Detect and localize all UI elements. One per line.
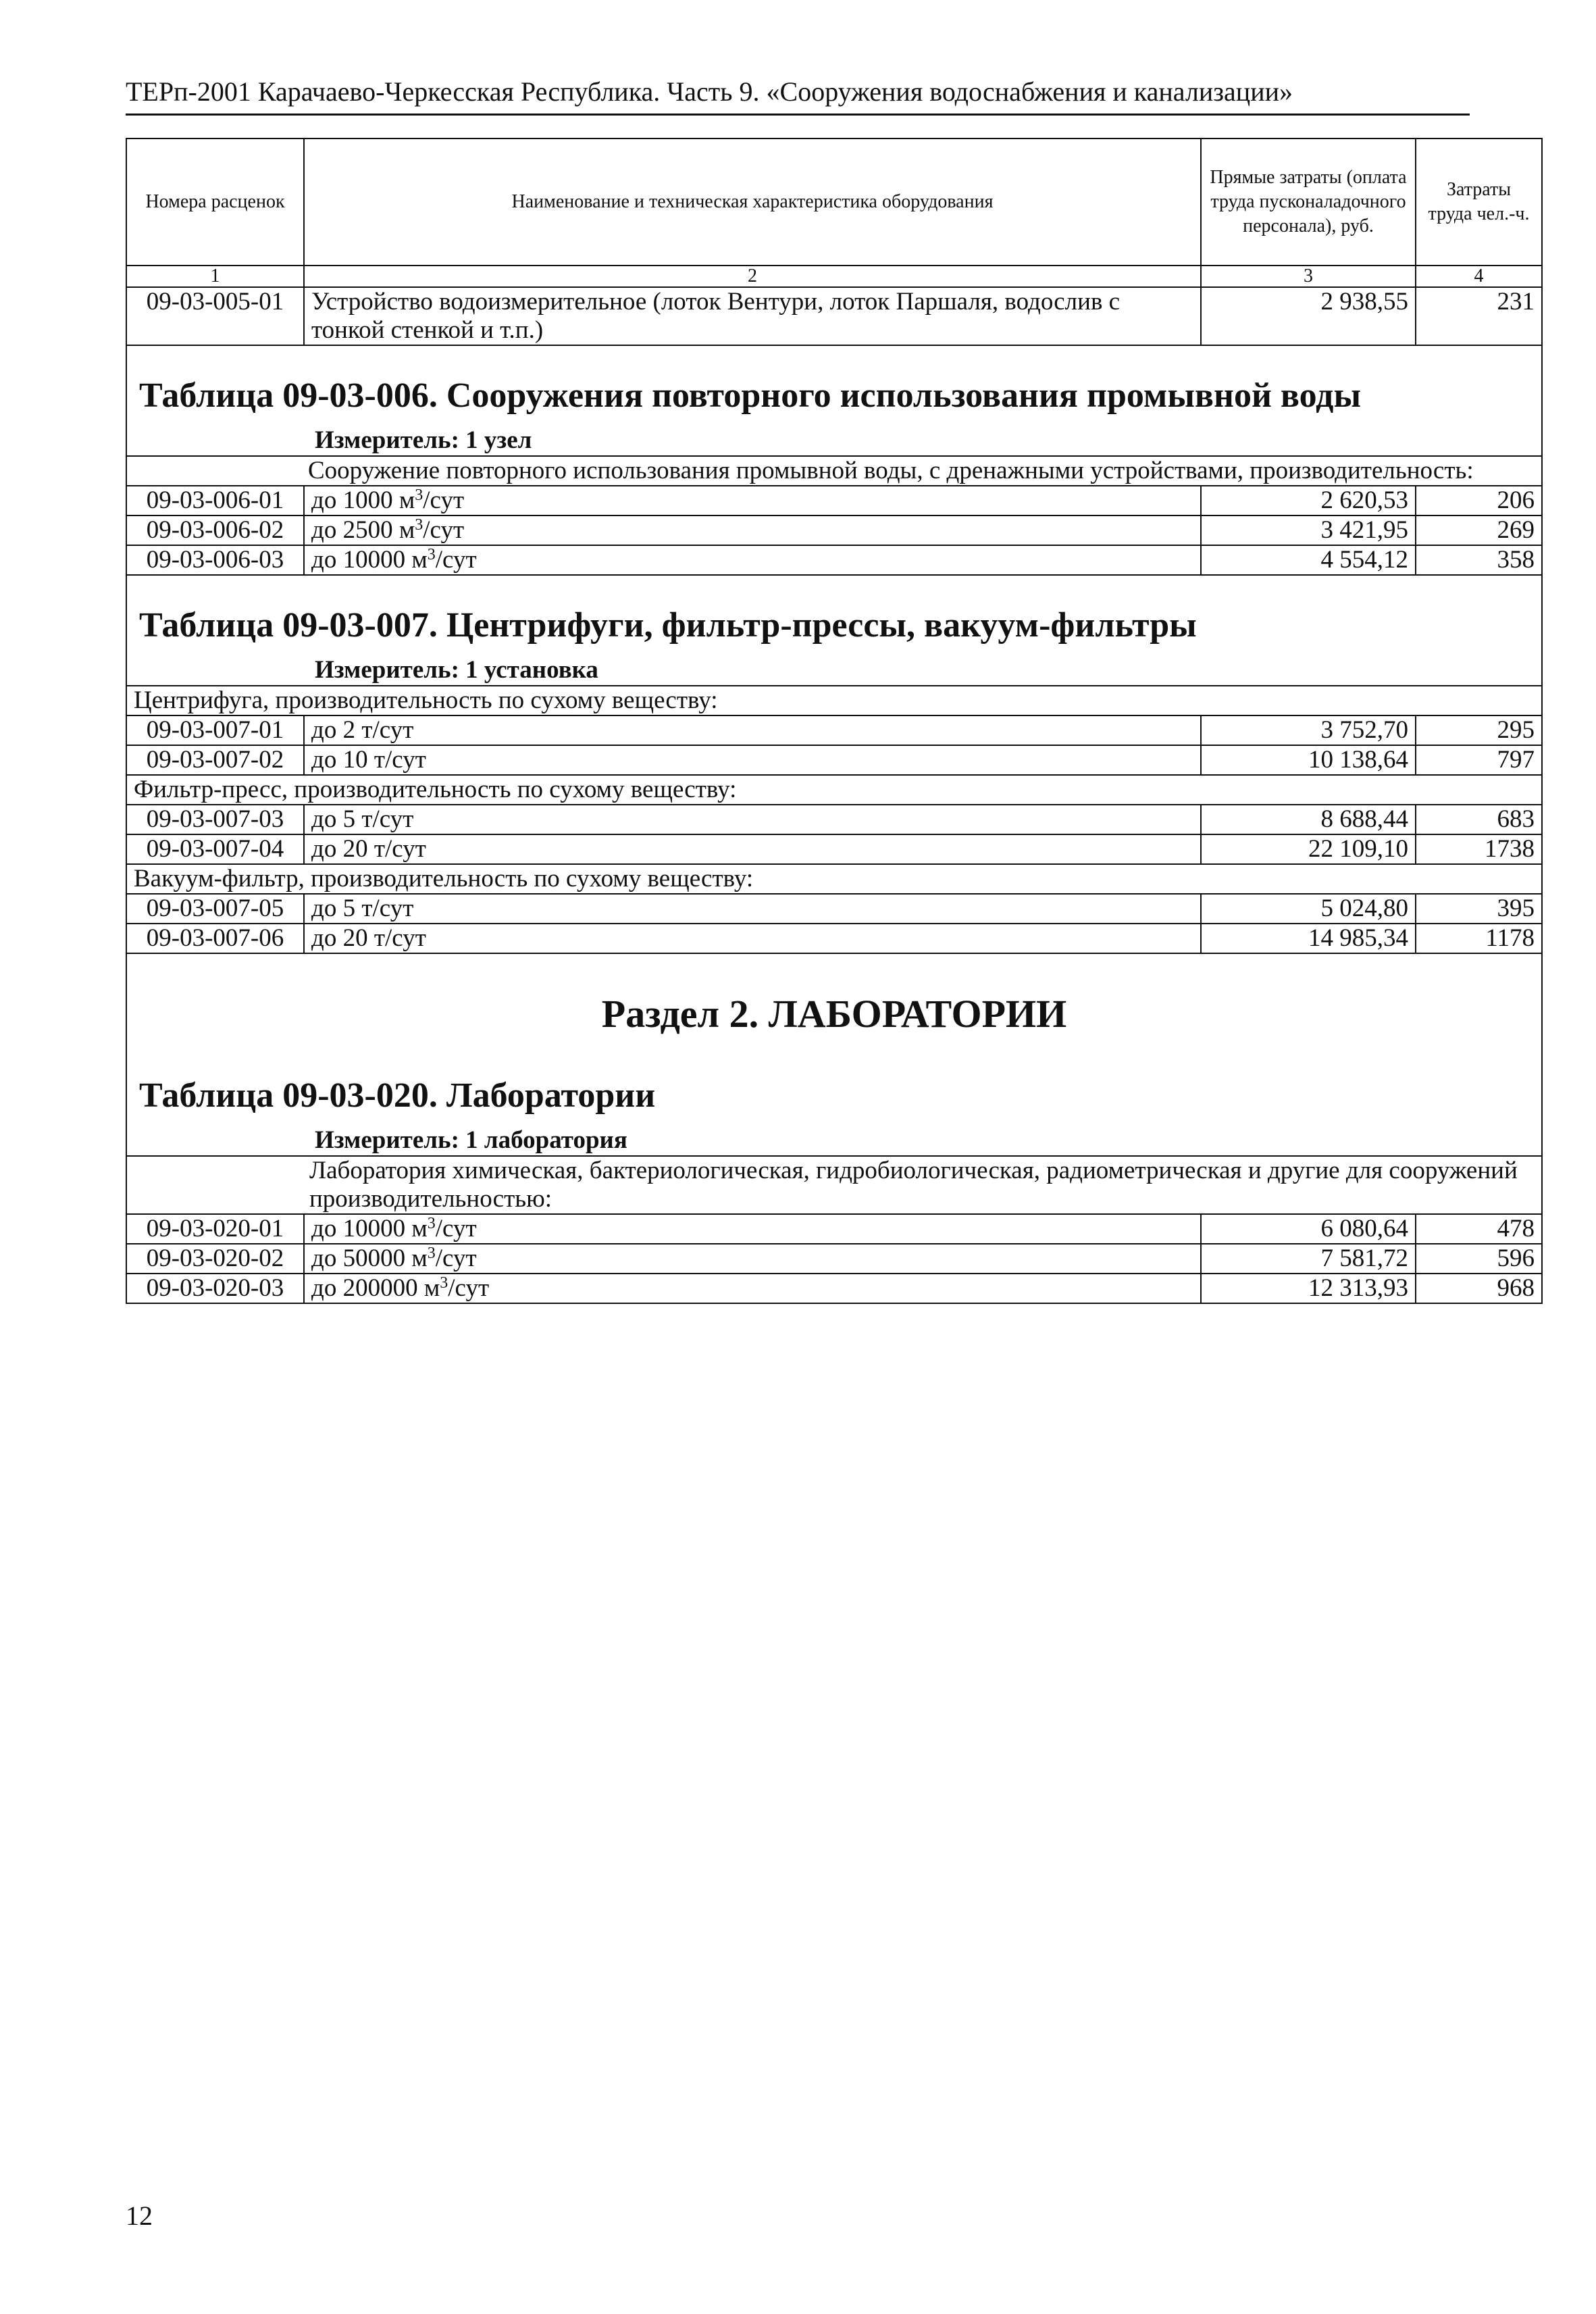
group-label: Лаборатория химическая, бактериологическая, гидробиологическая, радиометрическая и другие для сооружений производительностью: [126,1156,1542,1214]
rate-labor: 395 [1416,894,1542,924]
group-label: Центрифуга, производительность по сухому веществу: [126,686,1542,715]
rate-cost: 14 985,34 [1201,924,1416,953]
rate-cost: 10 138,64 [1201,745,1416,775]
group-label: Вакуум-фильтр, производительность по сухому веществу: [126,864,1542,894]
table-row [126,924,1542,953]
col-number: 3 [1201,266,1416,287]
measure-unit: Измеритель: 1 узел [315,426,532,454]
document-body [126,138,1541,1304]
rate-cost: 3 752,70 [1201,715,1416,745]
rate-name: до 10000 $м^3$/сут [304,545,1201,575]
rate-labor: 968 [1416,1274,1542,1303]
group-row [126,1156,1542,1214]
rate-cost: 2 620,53 [1201,486,1416,515]
table-row [126,1274,1542,1303]
rate-name: до 1000 $м^3$/сут [304,486,1201,515]
rate-cost: 2 938,55 [1201,287,1416,345]
rate-code: 09-03-007-05 [126,894,304,924]
table-title: Таблица 09-03-007. Центрифуги, фильтр-прессы, вакуум-фильтры [139,606,1197,645]
rate-name: Устройство водоизмерительное (лоток Вентури, лоток Паршаля, водослив с тонкой стенкой и т.п.) [304,287,1201,345]
column-number-row [126,266,1542,287]
rates-table [126,138,1543,1304]
rate-code: 09-03-007-03 [126,805,304,834]
table-row [126,715,1542,745]
rate-labor: 295 [1416,715,1542,745]
table-row [126,745,1542,775]
rate-code: 09-03-007-01 [126,715,304,745]
rate-labor: 596 [1416,1244,1542,1274]
measure-unit: Измеритель: 1 установка [315,656,598,684]
group-row [126,686,1542,715]
rate-cost: 12 313,93 [1201,1274,1416,1303]
group-row [126,864,1542,894]
table-title: Таблица 09-03-020. Лаборатории [139,1076,656,1115]
col-number: 4 [1416,266,1542,287]
page-number: 12 [126,2200,153,2231]
col-number: 1 [126,266,304,287]
rate-name: до 50000 $м^3$/сут [304,1244,1201,1274]
group-row [126,775,1542,805]
rate-name: до 2500 $м^3$/сут [304,515,1201,545]
rate-cost: 4 554,12 [1201,545,1416,575]
group-label: Фильтр-пресс, производительность по сухому веществу: [126,775,1542,805]
rate-labor: 358 [1416,545,1542,575]
rate-name: до 10 т/сут [304,745,1201,775]
col-number: 2 [304,266,1201,287]
table-row [126,834,1542,864]
rate-code: 09-03-007-04 [126,834,304,864]
rate-labor: 683 [1416,805,1542,834]
table-header-row [126,139,1542,266]
rate-code: 09-03-006-01 [126,486,304,515]
table-row [126,894,1542,924]
table-title-block [126,575,1542,686]
rate-name: до 2 т/сут [304,715,1201,745]
table-row [126,1214,1542,1244]
col-header-labor: Затраты труда чел.-ч. [1416,139,1542,266]
table-row [126,515,1542,545]
rate-name: до 20 т/сут [304,924,1201,953]
rate-cost: 5 024,80 [1201,894,1416,924]
rate-labor: 1738 [1416,834,1542,864]
rate-name: до 20 т/сут [304,834,1201,864]
rate-code: 09-03-020-02 [126,1244,304,1274]
group-label: Сооружение повторного использования промывной воды, с дренажными устройствами, производительность: [126,456,1542,486]
rate-labor: 231 [1416,287,1542,345]
col-header-name: Наименование и техническая характеристика оборудования [304,139,1201,266]
table-row [126,1244,1542,1274]
rate-name: до 5 т/сут [304,805,1201,834]
rate-cost: 8 688,44 [1201,805,1416,834]
col-header-cost: Прямые затраты (оплата труда пусконаладочного персонала), руб. [1201,139,1416,266]
table-row [126,486,1542,515]
rate-code: 09-03-006-02 [126,515,304,545]
col-header-codes: Номера расценок [126,139,304,266]
rate-labor: 269 [1416,515,1542,545]
rate-cost: 6 080,64 [1201,1214,1416,1244]
rate-code: 09-03-006-03 [126,545,304,575]
rate-labor: 797 [1416,745,1542,775]
rate-code: 09-03-005-01 [126,287,304,345]
rate-name: до 5 т/сут [304,894,1201,924]
rate-code: 09-03-007-02 [126,745,304,775]
rate-cost: 3 421,95 [1201,515,1416,545]
running-header: ТЕРп-2001 Карачаево-Черкесская Республика. Часть 9. «Сооружения водоснабжения и канализации» [126,74,1470,116]
table-title: Таблица 09-03-006. Сооружения повторного использования промывной воды [139,376,1362,415]
rate-labor: 206 [1416,486,1542,515]
rate-code: 09-03-020-03 [126,1274,304,1303]
table-row [126,805,1542,834]
table-row [126,287,1542,345]
measure-unit: Измеритель: 1 лаборатория [315,1126,627,1154]
section-block [126,953,1542,1156]
section-title: Раздел 2. ЛАБОРАТОРИИ [601,992,1067,1036]
rate-name: до 200000 $м^3$/сут [304,1274,1201,1303]
rate-cost: 22 109,10 [1201,834,1416,864]
table-title-block [126,345,1542,456]
rate-code: 09-03-020-01 [126,1214,304,1244]
group-row [126,456,1542,486]
rate-labor: 478 [1416,1214,1542,1244]
rate-labor: 1178 [1416,924,1542,953]
rate-code: 09-03-007-06 [126,924,304,953]
table-row [126,545,1542,575]
rate-cost: 7 581,72 [1201,1244,1416,1274]
rate-name: до 10000 $м^3$/сут [304,1214,1201,1244]
